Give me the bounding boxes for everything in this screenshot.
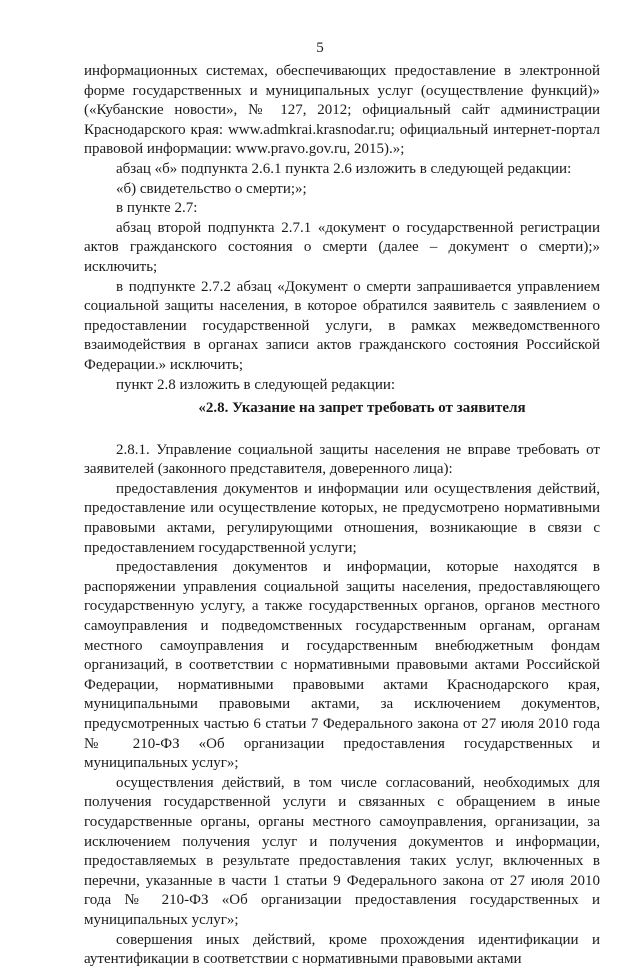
paragraph: совершения иных действий, кроме прохождения идентификации и аутентификации в соответствии с нормативными правовыми актами [84, 931, 600, 968]
paragraph: предоставления документов и информации, которые находятся в распоряжении управления социальной защиты населения, предоставляющего государственную услугу, а также государственных органов, органов местного самоуправления и подведомственных государственным органам, органам местного самоуправления и государственным внебюджетным фондам организаций, в соответствии с нормативными правовыми актами Российской Федерации, нормативными правовыми актами Краснодарского края, муниципальными правовыми актами, за исключением документов, предусмотренных частью 6 статьи 7 Федерального закона от 27 июля 2010 года № 210-ФЗ «Об организации предоставления государственных и муниципальных услуг»; [84, 559, 600, 772]
paragraph: абзац «б» подпункта 2.6.1 пункта 2.6 изложить в следующей редакции: [116, 160, 572, 177]
paragraph: в пункте 2.7: [116, 200, 198, 217]
paragraph-continuation: информационных системах, обеспечивающих предоставление в электронной форме государственных и муниципальных услуг (осуществление функций)» («Кубанские новости», № 127, 2012; официальный сайт администрации Краснодарского края: www.admkrai.krasnodar.ru; официальный интернет-портал правовой информации: www.pravo.gov.ru, 2015).»; [84, 63, 600, 158]
paragraph: в подпункте 2.7.2 абзац «Документ о смерти запрашивается управлением социальной защиты населения, в которое обратился заявитель с заявлением о предоставлении государственной услуги, в рамках межведомственного взаимодействия в органах записи актов гражданского состояния Российской Федерации.» исключить; [84, 278, 600, 373]
paragraph: осуществления действий, в том числе согласований, необходимых для получения государственной услуги и связанных с обращением в иные государственные органы, органы местного самоуправления, организации, за исключением получения услуг и получения документов и информации, предоставляемых в результате предоставления таких услуг, включенных в перечни, указанные в части 1 статьи 9 Федерального закона от 27 июля 2010 года № 210-ФЗ «Об организации предоставления государственных и муниципальных услуг»; [84, 774, 600, 928]
paragraph: 2.8.1. Управление социальной защиты населения не вправе требовать от заявителей (законного представителя, доверенного лица): [84, 441, 600, 478]
section-heading: «2.8. Указание на запрет требовать от заявителя [198, 400, 526, 417]
paragraph: «б) свидетельство о смерти;»; [116, 180, 307, 197]
paragraph: абзац второй подпункта 2.7.1 «документ о государственной регистрации актов гражданского состояния о смерти (далее – документ о смерти);» исключить; [84, 219, 600, 275]
paragraph: пункт 2.8 изложить в следующей редакции: [116, 376, 396, 393]
document-body [84, 62, 600, 970]
page-number: 5 [316, 40, 324, 56]
paragraph: предоставления документов и информации или осуществления действий, предоставление или осуществление которых, не предусмотрено нормативными правовыми актами, регулирующими отношения, возникающие в связи с предоставлением государственной услуги; [84, 480, 600, 556]
